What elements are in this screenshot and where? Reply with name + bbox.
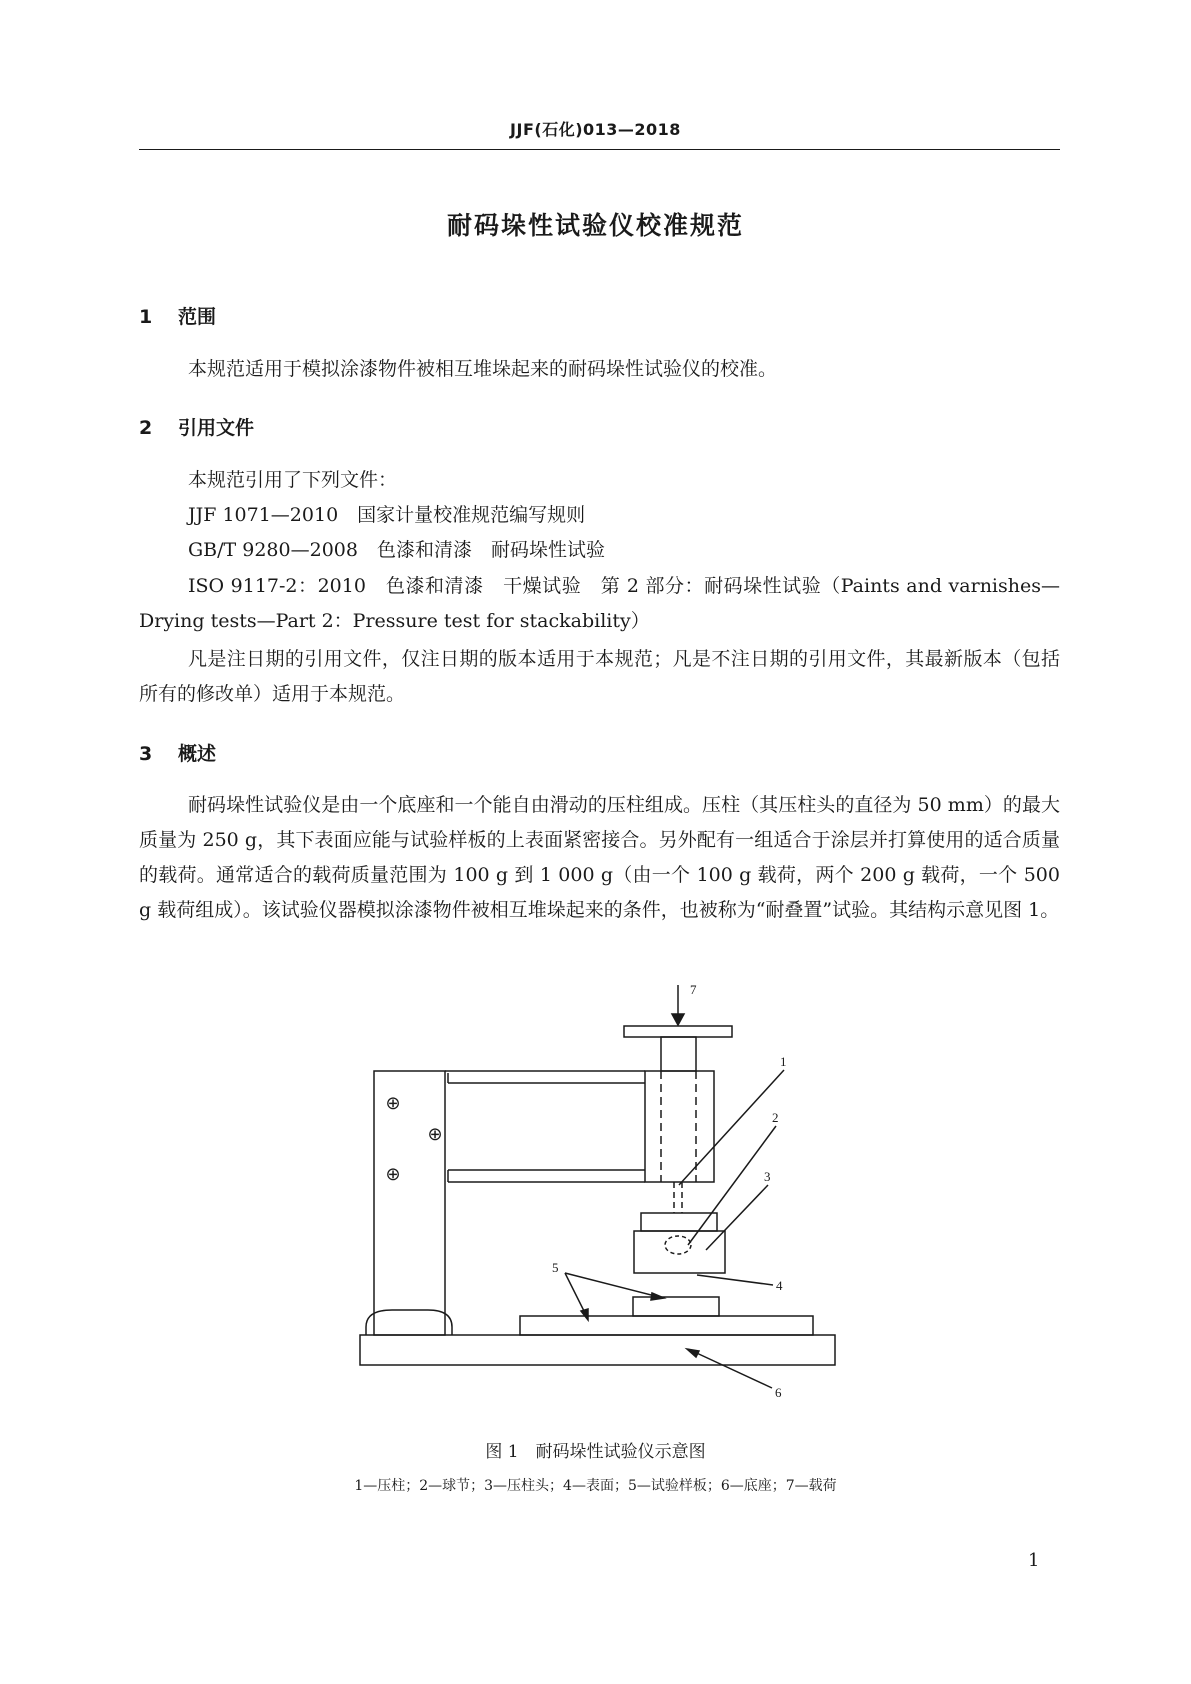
stackability-tester-diagram [355,975,855,1415]
leader-line [565,1273,663,1298]
section-title: 范围 [178,306,217,328]
section-title: 引用文件 [178,417,255,439]
section-1-heading [139,302,216,329]
section-title: 概述 [178,743,217,765]
load-arrow-head [672,1014,684,1025]
leader-line [688,1349,772,1388]
label-3: 3 [764,1169,771,1184]
label-7: 7 [690,982,697,997]
scope-text: 本规范适用于模拟涂漆物件被相互堆垛起来的耐码垛性试验仪的校准。 [188,358,778,380]
sleeve-block [645,1071,714,1182]
bolt-icon: ⊕ [427,1124,443,1144]
label-4: 4 [776,1278,783,1293]
leader-line [688,1126,776,1245]
header-rule [139,149,1060,150]
section-2-heading [139,413,254,440]
section-3-heading [139,739,216,766]
leader-arrow-head [651,1293,664,1300]
section-number: 2 [139,417,153,439]
base-plate [360,1335,835,1365]
scope-paragraph [139,352,1060,387]
references-intro: 本规范引用了下列文件： [188,469,398,491]
header-code: JJF(石化)013—2018 [510,120,681,139]
reference-item: ISO 9117-2：2010 色漆和清漆 干燥试验 第 2 部分：耐码垛性试验（Paints and varnishes—Drying tests—Part 2：Pressure test for stackability） [139,575,1060,632]
bolt-icon: ⊕ [385,1164,401,1184]
figure-caption: 图 1 耐码垛性试验仪示意图 [485,1442,706,1462]
label-1: 1 [780,1054,787,1069]
ball-joint [665,1236,691,1254]
figure-legend: 1—压柱；2—球节；3—压柱头；4—表面；5—试验样板；6—底座；7—载荷 [354,1478,837,1494]
test-panel [520,1316,813,1335]
label-5: 5 [552,1260,559,1275]
column-foot [366,1310,452,1335]
label-2: 2 [772,1110,779,1125]
references-note-text: 凡是注日期的引用文件，仅注日期的版本适用于本规范；凡是不注日期的引用文件，其最新版本（包括所有的修改单）适用于本规范。 [139,648,1060,705]
page-number: 1 [1028,1550,1040,1571]
reference-item: GB/T 9280—2008 色漆和清漆 耐码垛性试验 [188,539,605,561]
references-note [139,642,1060,712]
leader-line [697,1275,773,1285]
plunger-head [634,1231,725,1273]
document-title: 耐码垛性试验仪校准规范 [446,211,744,240]
leader-arrow-head [581,1309,588,1320]
section-number: 1 [139,306,153,328]
leader-line [706,1185,768,1250]
load-plate [624,1026,732,1037]
section-number: 3 [139,743,153,765]
plunger [661,1037,696,1071]
reference-item: JJF 1071—2010 国家计量校准规范编写规则 [188,504,586,526]
bolt-icon: ⊕ [385,1093,401,1113]
overview-text: 耐码垛性试验仪是由一个底座和一个能自由滑动的压柱组成。压柱（其压柱头的直径为 50 mm）的最大质量为 250 g，其下表面应能与试验样板的上表面紧密接合。另外配有一组适合于涂层并打算使用的适合质量的载荷。通常适合的载荷质量范围为 100 g 到 1 000 g（由一个 100 g 载荷，两个 200 g 载荷，一个 500 g 载荷组成）。该试验仪器模拟涂漆物件被相互堆垛起来的条件，也被称为“耐叠置”试验。其结构示意见图 1。 [139,794,1060,921]
test-sample [633,1297,719,1316]
leader-line [679,1070,784,1185]
overview-paragraph [139,788,1060,928]
label-6: 6 [775,1385,782,1400]
reference-item-iso [139,569,1060,639]
leader-arrow-head [687,1349,699,1357]
